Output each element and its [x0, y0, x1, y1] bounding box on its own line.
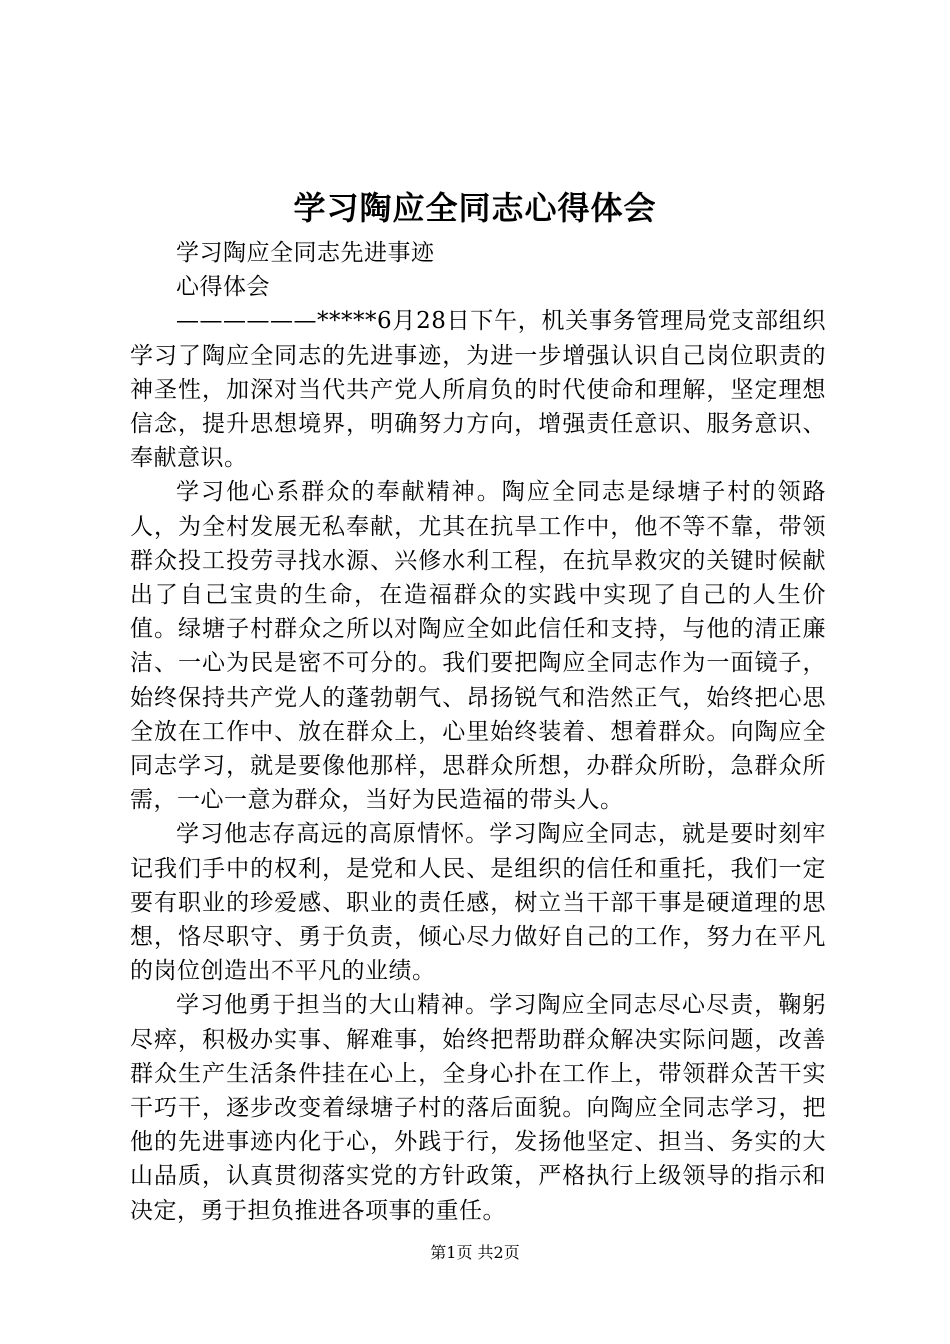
paragraph-dedication: 学习他心系群众的奉献精神。陶应全同志是绿塘子村的领路人，为全村发展无私奉献，尤其在抗旱工作中，他不等不靠，带领群众投工投劳寻找水源、兴修水利工程，在抗旱救灾的关键时候献出了自己宝贵的生命，在造福群众的实践中实现了自己的人生价值。绿塘子村群众之所以对陶应全如此信任和支持，与他的清正廉洁、一心为民是密不可分的。我们要把陶应全同志作为一面镜子，始终保持共产党人的蓬勃朝气、昂扬锐气和浩然正气，始终把心思全放在工作中、放在群众上，心里始终装着、想着群众。向陶应全同志学习，就是要像他那样，思群众所想，办群众所盼，急群众所需，一心一意为群众，当好为民造福的带头人。	[130, 479, 826, 814]
paragraph-responsibility: 学习他勇于担当的大山精神。学习陶应全同志尽心尽责，鞠躬尽瘁，积极办实事、解难事，始终把帮助群众解决实际问题，改善群众生产生活条件挂在心上，全身心扑在工作上，带领群众苦干实干巧干，逐步改变着绿塘子村的落后面貌。向陶应全同志学习，把他的先进事迹内化于心，外践于行，发扬他坚定、担当、务实的大山品质，认真贯彻落实党的方针政策，严格执行上级领导的指示和决定，勇于担负推进各项事的重任。	[130, 992, 826, 1224]
document-title: 学习陶应全同志心得体会	[293, 189, 657, 227]
subtitle-line-1: 学习陶应全同志先进事迹	[176, 240, 435, 266]
paragraph-aspiration: 学习他志存高远的高原情怀。学习陶应全同志，就是要时刻牢记我们手中的权利，是党和人民、是组织的信任和重托，我们一定要有职业的珍爱感、职业的责任感，树立当干部干事是硬道理的思想，恪尽职守、勇于负责，倾心尽力做好自己的工作，努力在平凡的岗位创造出不平凡的业绩。	[130, 821, 826, 985]
page-footer: 第1页 共2页	[430, 1243, 520, 1262]
paragraph-intro: ——————*****6月28日下午，机关事务管理局党支部组织学习了陶应全同志的先进事迹，为进一步增强认识自己岗位职责的神圣性，加深对当代共产党人所肩负的时代使命和理解，坚定理想信念，提升思想境界，明确努力方向，增强责任意识、服务意识、奉献意识。	[130, 308, 826, 472]
document-body	[130, 236, 826, 1228]
subtitle-line-2: 心得体会	[176, 274, 270, 301]
